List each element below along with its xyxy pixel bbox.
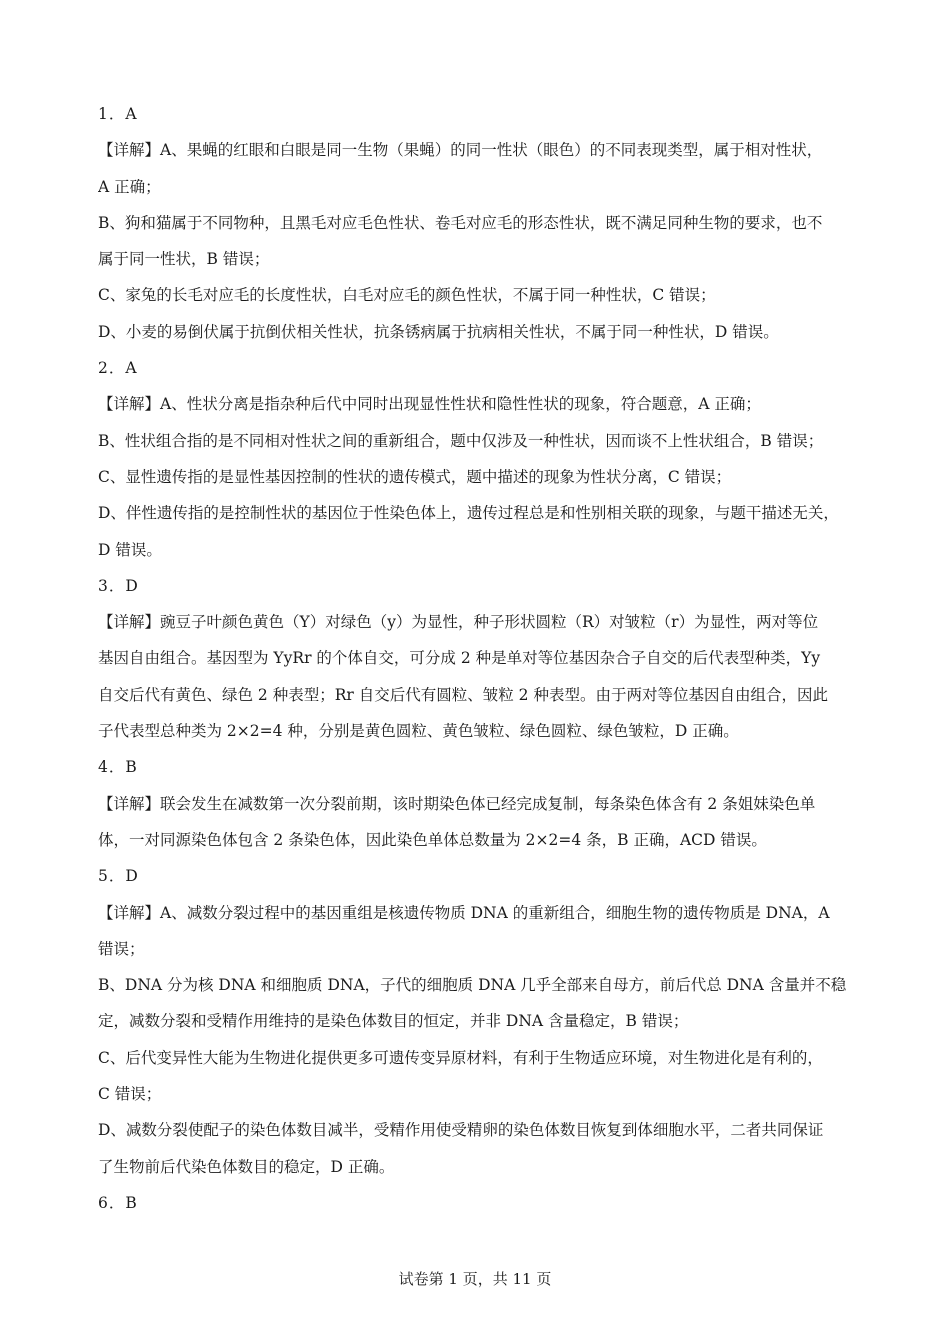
explanation-line: A 正确； [98,177,161,196]
explanation-line: D、伴性遗传指的是控制性状的基因位于性染色体上，遗传过程总是和性别相关联的现象，与题干描述无关， [98,504,839,523]
explanation-line: B、狗和猫属于不同物种，且黑毛对应毛色性状、卷毛对应毛的形态性状，既不满足同种生物的要求，也不 [98,213,823,232]
explanation-line: C 错误； [98,1085,162,1104]
question-number: 6．B [98,1193,138,1212]
explanation-line: 【详解】A、性状分离是指杂种后代中同时出现显性性状和隐性性状的现象，符合题意，A 正确； [98,395,761,414]
explanation-line: C、家兔的长毛对应毛的长度性状，白毛对应毛的颜色性状，不属于同一种性状，C 错误； [98,286,716,305]
explanation-line: C、显性遗传指的是显性基因控制的性状的遗传模式，题中描述的现象为性状分离，C 错误； [98,467,732,486]
explanation-line: 定，减数分裂和受精作用维持的是染色体数目的恒定，并非 DNA 含量稳定，B 错误； [98,1012,689,1031]
explanation-line: 基因自由组合。基因型为 YyRr 的个体自交，可分成 2 种是单对等位基因杂合子自交的后代表型种类，Yy [98,649,821,668]
explanation-line: 【详解】A、果蝇的红眼和白眼是同一生物（果蝇）的同一性状（眼色）的不同表现类型，属于相对性状， [98,141,823,160]
explanation-line: D、减数分裂使配子的染色体数目减半，受精作用使受精卵的染色体数目恢复到体细胞水平，二者共同保证 [98,1121,824,1140]
explanation-line: 【详解】A、减数分裂过程中的基因重组是核遗传物质 DNA 的重新组合，细胞生物的遗传物质是 DNA，A [98,903,830,922]
question-number: 4．B [98,758,138,777]
explanation-line: B、DNA 分为核 DNA 和细胞质 DNA，子代的细胞质 DNA 几乎全部来自母方，前后代总 DNA 含量并不稳 [98,976,847,995]
explanation-line: C、后代变异性大能为生物进化提供更多可遗传变异原材料，有利于生物适应环境，对生物进化是有利的， [98,1048,823,1067]
explanation-line: 自交后代有黄色、绿色 2 种表型；Rr 自交后代有圆粒、皱粒 2 种表型。由于两对等位基因自由组合，因此 [98,685,828,704]
page-footer: 试卷第 1 页，共 11 页 [398,1270,552,1288]
explanation-line: B、性状组合指的是不同相对性状之间的重新组合，题中仅涉及一种性状，因而谈不上性状组合，B 错误； [98,431,824,450]
explanation-line: 子代表型总种类为 2×2=4 种，分别是黄色圆粒、黄色皱粒、绿色圆粒、绿色皱粒，D 正确。 [98,722,739,741]
answer-content [98,96,868,1221]
explanation-line: 体，一对同源染色体包含 2 条染色体，因此染色单体总数量为 2×2=4 条，B 正确，ACD 错误。 [98,830,767,849]
explanation-line: 属于同一性状，B 错误； [98,250,270,269]
question-number: 2．A [98,359,138,378]
question-number: 1．A [98,105,138,123]
explanation-line: 了生物前后代染色体数目的稳定，D 正确。 [98,1157,395,1176]
explanation-line: D 错误。 [98,540,162,559]
explanation-line: 【详解】豌豆子叶颜色黄色（Y）对绿色（y）为显性，种子形状圆粒（R）对皱粒（r）为显性，两对等位 [98,613,819,632]
question-number: 3．D [98,576,139,595]
explanation-line: 错误； [98,939,145,958]
explanation-line: 【详解】联会发生在减数第一次分裂前期，该时期染色体已经完成复制，每条染色体含有 2 条姐妹染色单 [98,794,816,813]
question-number: 5．D [98,867,139,886]
explanation-line: D、小麦的易倒伏属于抗倒伏相关性状，抗条锈病属于抗病相关性状，不属于同一种性状，D 错误。 [98,322,779,341]
